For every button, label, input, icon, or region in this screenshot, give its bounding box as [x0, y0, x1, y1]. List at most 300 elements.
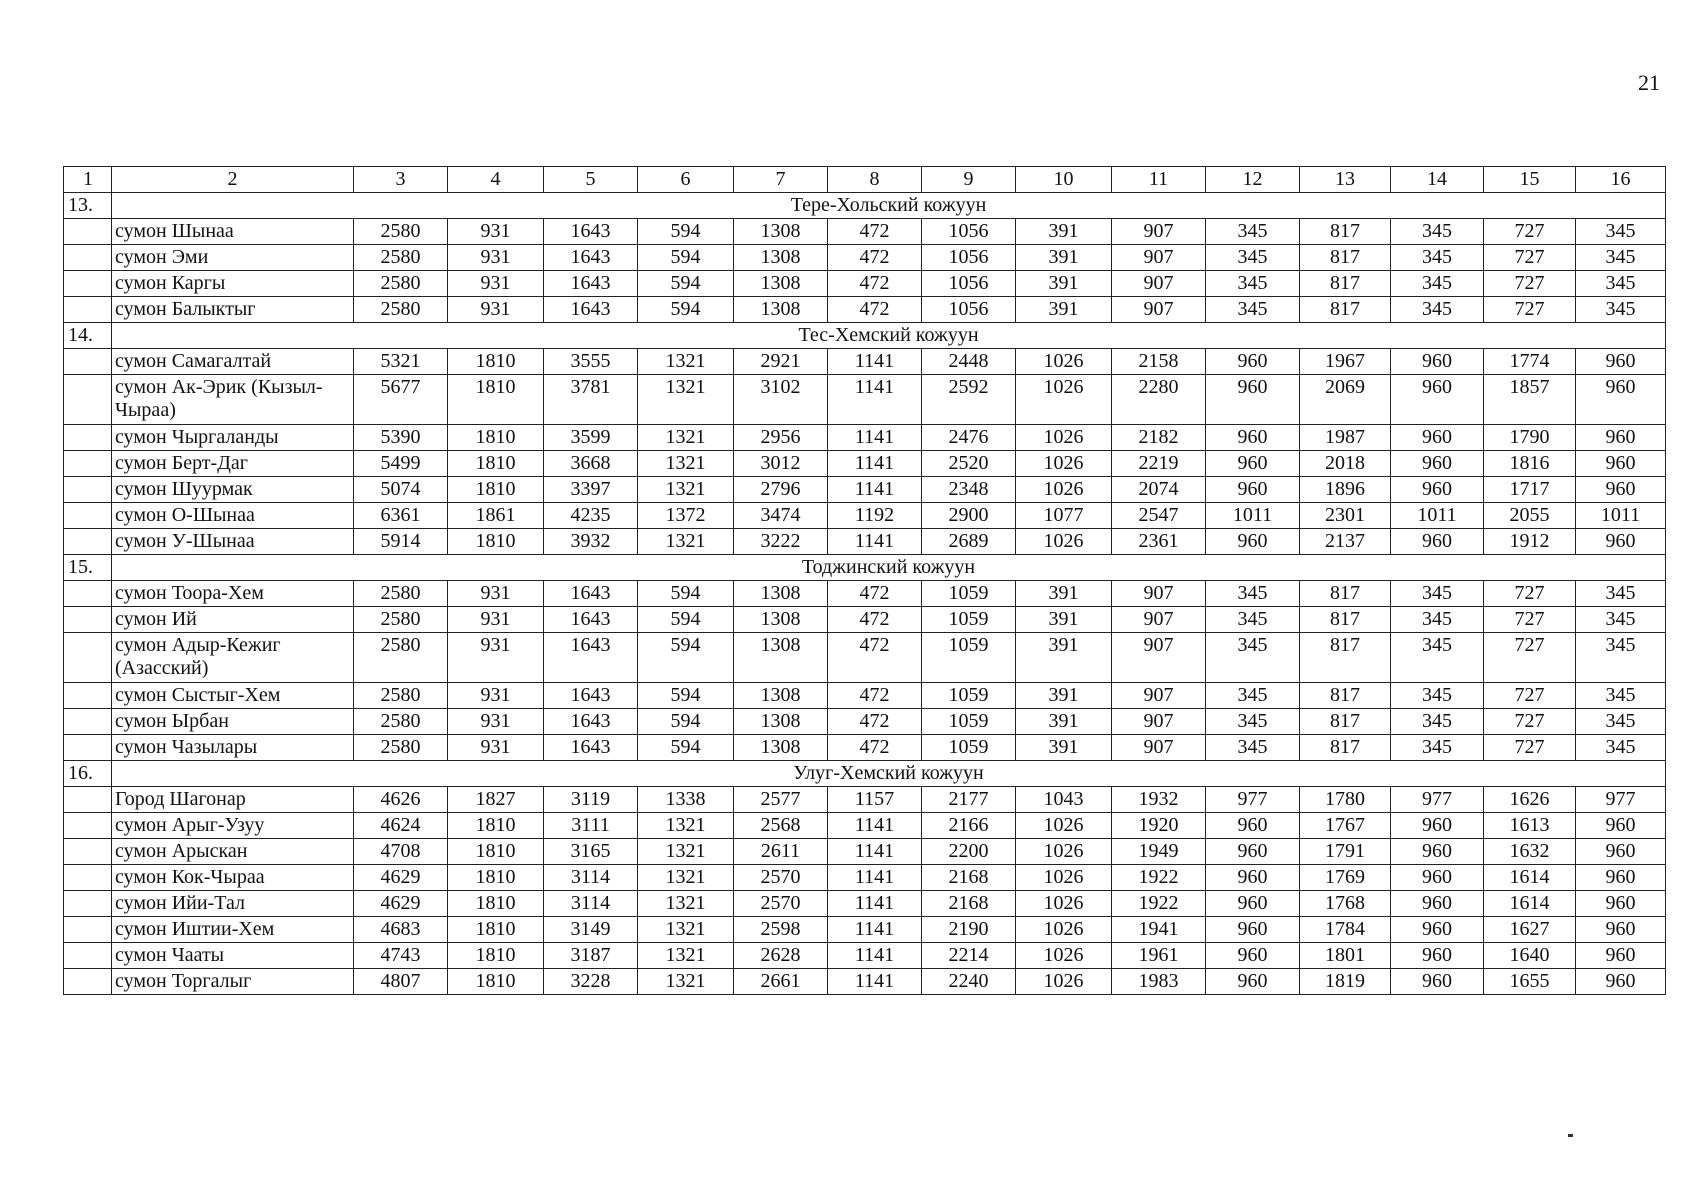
value-cell: 2074 — [1112, 477, 1206, 503]
value-cell: 1026 — [1016, 477, 1112, 503]
value-cell: 2580 — [354, 581, 448, 607]
value-cell: 931 — [448, 709, 544, 735]
row-index-cell — [64, 581, 112, 607]
table-row — [64, 477, 1666, 503]
row-name: сумон Берт-Даг — [112, 451, 354, 477]
value-cell: 1011 — [1206, 503, 1300, 529]
column-number-16: 16 — [1576, 167, 1666, 193]
value-cell: 4708 — [354, 839, 448, 865]
row-name: сумон Ийи-Тал — [112, 891, 354, 917]
value-cell: 4235 — [544, 503, 638, 529]
value-cell: 960 — [1391, 943, 1484, 969]
value-cell: 1769 — [1300, 865, 1391, 891]
value-cell: 1056 — [922, 245, 1016, 271]
value-cell: 1790 — [1484, 425, 1576, 451]
value-cell: 1643 — [544, 245, 638, 271]
value-cell: 1192 — [828, 503, 922, 529]
value-cell: 1308 — [734, 633, 828, 683]
value-cell: 2214 — [922, 943, 1016, 969]
value-cell: 907 — [1112, 709, 1206, 735]
value-cell: 594 — [638, 709, 734, 735]
value-cell: 2598 — [734, 917, 828, 943]
value-cell: 345 — [1391, 581, 1484, 607]
group-title: Улуг-Хемский кожуун — [112, 761, 1666, 787]
value-cell: 1321 — [638, 917, 734, 943]
value-cell: 2301 — [1300, 503, 1391, 529]
value-cell: 1967 — [1300, 349, 1391, 375]
row-index-cell — [64, 891, 112, 917]
value-cell: 1321 — [638, 349, 734, 375]
value-cell: 960 — [1206, 813, 1300, 839]
value-cell: 931 — [448, 245, 544, 271]
value-cell: 594 — [638, 219, 734, 245]
row-name: сумон Шынаа — [112, 219, 354, 245]
value-cell: 1321 — [638, 943, 734, 969]
value-cell: 1059 — [922, 581, 1016, 607]
column-number-14: 14 — [1391, 167, 1484, 193]
value-cell: 345 — [1206, 581, 1300, 607]
row-name: сумон Арыскан — [112, 839, 354, 865]
row-name: сумон Сыстыг-Хем — [112, 683, 354, 709]
column-number-12: 12 — [1206, 167, 1300, 193]
table-row — [64, 349, 1666, 375]
value-cell: 1308 — [734, 581, 828, 607]
value-cell: 1141 — [828, 839, 922, 865]
value-cell: 1077 — [1016, 503, 1112, 529]
value-cell: 1056 — [922, 297, 1016, 323]
row-index-cell — [64, 633, 112, 683]
value-cell: 1056 — [922, 271, 1016, 297]
value-cell: 1141 — [828, 451, 922, 477]
value-cell: 1922 — [1112, 891, 1206, 917]
table-row — [64, 219, 1666, 245]
value-cell: 1321 — [638, 813, 734, 839]
value-cell: 2628 — [734, 943, 828, 969]
group-header-row — [64, 761, 1666, 787]
row-name: сумон Чазылары — [112, 735, 354, 761]
value-cell: 1810 — [448, 425, 544, 451]
value-cell: 2570 — [734, 865, 828, 891]
value-cell: 345 — [1576, 683, 1666, 709]
table-row — [64, 581, 1666, 607]
value-cell: 960 — [1206, 943, 1300, 969]
column-number-9: 9 — [922, 167, 1016, 193]
value-cell: 1810 — [448, 451, 544, 477]
table-body — [64, 167, 1666, 995]
value-cell: 1059 — [922, 607, 1016, 633]
row-index-cell — [64, 245, 112, 271]
value-cell: 960 — [1206, 839, 1300, 865]
value-cell: 727 — [1484, 271, 1576, 297]
value-cell: 727 — [1484, 581, 1576, 607]
value-cell: 4807 — [354, 969, 448, 995]
row-index-cell — [64, 271, 112, 297]
value-cell: 2069 — [1300, 375, 1391, 425]
value-cell: 345 — [1576, 607, 1666, 633]
group-index: 14. — [64, 323, 112, 349]
value-cell: 345 — [1391, 219, 1484, 245]
value-cell: 1922 — [1112, 865, 1206, 891]
value-cell: 6361 — [354, 503, 448, 529]
value-cell: 3781 — [544, 375, 638, 425]
value-cell: 2200 — [922, 839, 1016, 865]
column-number-11: 11 — [1112, 167, 1206, 193]
value-cell: 960 — [1391, 839, 1484, 865]
value-cell: 1717 — [1484, 477, 1576, 503]
value-cell: 1810 — [448, 917, 544, 943]
table-row — [64, 375, 1666, 425]
table-row — [64, 891, 1666, 917]
value-cell: 2592 — [922, 375, 1016, 425]
value-cell: 960 — [1576, 891, 1666, 917]
value-cell: 2166 — [922, 813, 1016, 839]
group-title: Тере-Хольский кожуун — [112, 193, 1666, 219]
value-cell: 1141 — [828, 865, 922, 891]
value-cell: 907 — [1112, 607, 1206, 633]
value-cell: 1810 — [448, 891, 544, 917]
value-cell: 345 — [1206, 683, 1300, 709]
value-cell: 1627 — [1484, 917, 1576, 943]
value-cell: 1961 — [1112, 943, 1206, 969]
value-cell: 1896 — [1300, 477, 1391, 503]
value-cell: 931 — [448, 581, 544, 607]
column-number-4: 4 — [448, 167, 544, 193]
value-cell: 1774 — [1484, 349, 1576, 375]
row-index-cell — [64, 813, 112, 839]
value-cell: 4626 — [354, 787, 448, 813]
value-cell: 1141 — [828, 529, 922, 555]
row-name: сумон Кок-Чыраа — [112, 865, 354, 891]
value-cell: 1810 — [448, 839, 544, 865]
value-cell: 345 — [1206, 633, 1300, 683]
value-cell: 727 — [1484, 607, 1576, 633]
value-cell: 391 — [1016, 581, 1112, 607]
group-header-row — [64, 323, 1666, 349]
row-name: сумон Арыг-Узуу — [112, 813, 354, 839]
value-cell: 817 — [1300, 683, 1391, 709]
value-cell: 1026 — [1016, 917, 1112, 943]
value-cell: 594 — [638, 271, 734, 297]
value-cell: 1643 — [544, 297, 638, 323]
column-number-row — [64, 167, 1666, 193]
value-cell: 1059 — [922, 735, 1016, 761]
value-cell: 1026 — [1016, 969, 1112, 995]
page-number: 21 — [1638, 70, 1660, 95]
value-cell: 345 — [1576, 219, 1666, 245]
value-cell: 1810 — [448, 813, 544, 839]
value-cell: 2580 — [354, 271, 448, 297]
value-cell: 1643 — [544, 735, 638, 761]
value-cell: 2177 — [922, 787, 1016, 813]
value-cell: 3111 — [544, 813, 638, 839]
value-cell: 2900 — [922, 503, 1016, 529]
value-cell: 1026 — [1016, 891, 1112, 917]
value-cell: 2018 — [1300, 451, 1391, 477]
value-cell: 1321 — [638, 425, 734, 451]
value-cell: 960 — [1391, 477, 1484, 503]
value-cell: 727 — [1484, 735, 1576, 761]
value-cell: 472 — [828, 219, 922, 245]
value-cell: 907 — [1112, 219, 1206, 245]
value-cell: 817 — [1300, 735, 1391, 761]
value-cell: 1321 — [638, 375, 734, 425]
value-cell: 3119 — [544, 787, 638, 813]
value-cell: 1141 — [828, 375, 922, 425]
value-cell: 1141 — [828, 891, 922, 917]
value-cell: 1655 — [1484, 969, 1576, 995]
value-cell: 1932 — [1112, 787, 1206, 813]
value-cell: 1321 — [638, 477, 734, 503]
value-cell: 345 — [1576, 245, 1666, 271]
value-cell: 2547 — [1112, 503, 1206, 529]
value-cell: 960 — [1206, 917, 1300, 943]
value-cell: 1321 — [638, 969, 734, 995]
row-name: сумон Адыр-Кежиг (Азасский) — [112, 633, 354, 683]
value-cell: 4629 — [354, 865, 448, 891]
value-cell: 2168 — [922, 891, 1016, 917]
value-cell: 2956 — [734, 425, 828, 451]
table-row — [64, 607, 1666, 633]
value-cell: 345 — [1391, 709, 1484, 735]
value-cell: 960 — [1206, 451, 1300, 477]
value-cell: 1308 — [734, 271, 828, 297]
row-name: сумон Ак-Эрик (Кызыл-Чыраа) — [112, 375, 354, 425]
value-cell: 472 — [828, 297, 922, 323]
row-index-cell — [64, 219, 112, 245]
row-index-cell — [64, 839, 112, 865]
value-cell: 1026 — [1016, 865, 1112, 891]
value-cell: 727 — [1484, 297, 1576, 323]
row-name: сумон Торгалыг — [112, 969, 354, 995]
value-cell: 727 — [1484, 683, 1576, 709]
value-cell: 960 — [1576, 943, 1666, 969]
value-cell: 960 — [1391, 917, 1484, 943]
value-cell: 345 — [1576, 633, 1666, 683]
value-cell: 2611 — [734, 839, 828, 865]
row-index-cell — [64, 787, 112, 813]
value-cell: 345 — [1206, 709, 1300, 735]
value-cell: 2921 — [734, 349, 828, 375]
column-number-1: 1 — [64, 167, 112, 193]
value-cell: 3222 — [734, 529, 828, 555]
value-cell: 472 — [828, 633, 922, 683]
value-cell: 817 — [1300, 297, 1391, 323]
value-cell: 1643 — [544, 709, 638, 735]
value-cell: 1643 — [544, 219, 638, 245]
value-cell: 817 — [1300, 633, 1391, 683]
value-cell: 345 — [1576, 581, 1666, 607]
table-row — [64, 297, 1666, 323]
value-cell: 3599 — [544, 425, 638, 451]
value-cell: 3474 — [734, 503, 828, 529]
table-row — [64, 969, 1666, 995]
value-cell: 2580 — [354, 683, 448, 709]
value-cell: 2240 — [922, 969, 1016, 995]
value-cell: 1643 — [544, 581, 638, 607]
value-cell: 1321 — [638, 839, 734, 865]
value-cell: 345 — [1206, 271, 1300, 297]
value-cell: 1059 — [922, 683, 1016, 709]
value-cell: 1643 — [544, 633, 638, 683]
value-cell: 2689 — [922, 529, 1016, 555]
value-cell: 5914 — [354, 529, 448, 555]
value-cell: 3187 — [544, 943, 638, 969]
value-cell: 907 — [1112, 581, 1206, 607]
value-cell: 345 — [1576, 735, 1666, 761]
table-row — [64, 683, 1666, 709]
value-cell: 1613 — [1484, 813, 1576, 839]
group-title: Тес-Хемский кожуун — [112, 323, 1666, 349]
column-number-7: 7 — [734, 167, 828, 193]
value-cell: 4743 — [354, 943, 448, 969]
table-row — [64, 271, 1666, 297]
value-cell: 345 — [1391, 297, 1484, 323]
value-cell: 345 — [1391, 245, 1484, 271]
value-cell: 1026 — [1016, 839, 1112, 865]
column-number-6: 6 — [638, 167, 734, 193]
value-cell: 472 — [828, 607, 922, 633]
row-index-cell — [64, 477, 112, 503]
table-row — [64, 245, 1666, 271]
value-cell: 1059 — [922, 709, 1016, 735]
value-cell: 472 — [828, 271, 922, 297]
value-cell: 1026 — [1016, 425, 1112, 451]
table-row — [64, 451, 1666, 477]
value-cell: 594 — [638, 683, 734, 709]
value-cell: 960 — [1576, 425, 1666, 451]
value-cell: 2568 — [734, 813, 828, 839]
value-cell: 1912 — [1484, 529, 1576, 555]
value-cell: 5499 — [354, 451, 448, 477]
value-cell: 1043 — [1016, 787, 1112, 813]
row-index-cell — [64, 917, 112, 943]
value-cell: 727 — [1484, 245, 1576, 271]
value-cell: 907 — [1112, 735, 1206, 761]
value-cell: 391 — [1016, 271, 1112, 297]
row-index-cell — [64, 865, 112, 891]
value-cell: 1643 — [544, 683, 638, 709]
value-cell: 5074 — [354, 477, 448, 503]
value-cell: 2190 — [922, 917, 1016, 943]
value-cell: 727 — [1484, 633, 1576, 683]
column-number-2: 2 — [112, 167, 354, 193]
value-cell: 391 — [1016, 607, 1112, 633]
value-cell: 1056 — [922, 219, 1016, 245]
value-cell: 2055 — [1484, 503, 1576, 529]
value-cell: 960 — [1576, 349, 1666, 375]
value-cell: 931 — [448, 735, 544, 761]
value-cell: 1810 — [448, 477, 544, 503]
value-cell: 4683 — [354, 917, 448, 943]
column-number-8: 8 — [828, 167, 922, 193]
value-cell: 1768 — [1300, 891, 1391, 917]
value-cell: 960 — [1206, 477, 1300, 503]
value-cell: 960 — [1391, 813, 1484, 839]
value-cell: 2361 — [1112, 529, 1206, 555]
table-row — [64, 503, 1666, 529]
value-cell: 817 — [1300, 709, 1391, 735]
value-cell: 5321 — [354, 349, 448, 375]
value-cell: 1141 — [828, 917, 922, 943]
group-header-row — [64, 193, 1666, 219]
value-cell: 960 — [1206, 969, 1300, 995]
group-index: 13. — [64, 193, 112, 219]
value-cell: 1819 — [1300, 969, 1391, 995]
row-name: сумон Чыргаланды — [112, 425, 354, 451]
value-cell: 3114 — [544, 891, 638, 917]
row-name: сумон Шуурмак — [112, 477, 354, 503]
value-cell: 5677 — [354, 375, 448, 425]
value-cell: 931 — [448, 297, 544, 323]
value-cell: 960 — [1576, 839, 1666, 865]
value-cell: 345 — [1576, 271, 1666, 297]
value-cell: 1026 — [1016, 375, 1112, 425]
value-cell: 2219 — [1112, 451, 1206, 477]
value-cell: 345 — [1206, 735, 1300, 761]
value-cell: 1810 — [448, 943, 544, 969]
group-header-row — [64, 555, 1666, 581]
column-number-15: 15 — [1484, 167, 1576, 193]
value-cell: 1857 — [1484, 375, 1576, 425]
value-cell: 931 — [448, 607, 544, 633]
value-cell: 1372 — [638, 503, 734, 529]
value-cell: 1801 — [1300, 943, 1391, 969]
value-cell: 960 — [1206, 425, 1300, 451]
value-cell: 345 — [1391, 735, 1484, 761]
value-cell: 960 — [1391, 375, 1484, 425]
value-cell: 1308 — [734, 607, 828, 633]
value-cell: 931 — [448, 633, 544, 683]
value-cell: 472 — [828, 709, 922, 735]
value-cell: 391 — [1016, 683, 1112, 709]
value-cell: 345 — [1391, 683, 1484, 709]
value-cell: 1810 — [448, 969, 544, 995]
value-cell: 1308 — [734, 709, 828, 735]
value-cell: 1941 — [1112, 917, 1206, 943]
value-cell: 345 — [1206, 607, 1300, 633]
value-cell: 3114 — [544, 865, 638, 891]
column-number-13: 13 — [1300, 167, 1391, 193]
value-cell: 3932 — [544, 529, 638, 555]
value-cell: 960 — [1391, 349, 1484, 375]
row-index-cell — [64, 349, 112, 375]
value-cell: 472 — [828, 581, 922, 607]
value-cell: 1026 — [1016, 451, 1112, 477]
value-cell: 817 — [1300, 245, 1391, 271]
value-cell: 1308 — [734, 735, 828, 761]
value-cell: 5390 — [354, 425, 448, 451]
value-cell: 1026 — [1016, 813, 1112, 839]
value-cell: 1614 — [1484, 865, 1576, 891]
value-cell: 3012 — [734, 451, 828, 477]
value-cell: 2348 — [922, 477, 1016, 503]
row-index-cell — [64, 709, 112, 735]
value-cell: 1810 — [448, 349, 544, 375]
value-cell: 960 — [1576, 375, 1666, 425]
value-cell: 3668 — [544, 451, 638, 477]
value-cell: 345 — [1206, 297, 1300, 323]
value-cell: 817 — [1300, 271, 1391, 297]
table-row — [64, 839, 1666, 865]
row-index-cell — [64, 297, 112, 323]
value-cell: 1643 — [544, 607, 638, 633]
row-name: сумон Балыктыг — [112, 297, 354, 323]
row-index-cell — [64, 683, 112, 709]
value-cell: 960 — [1391, 891, 1484, 917]
value-cell: 391 — [1016, 709, 1112, 735]
row-name: сумон Каргы — [112, 271, 354, 297]
value-cell: 1141 — [828, 349, 922, 375]
